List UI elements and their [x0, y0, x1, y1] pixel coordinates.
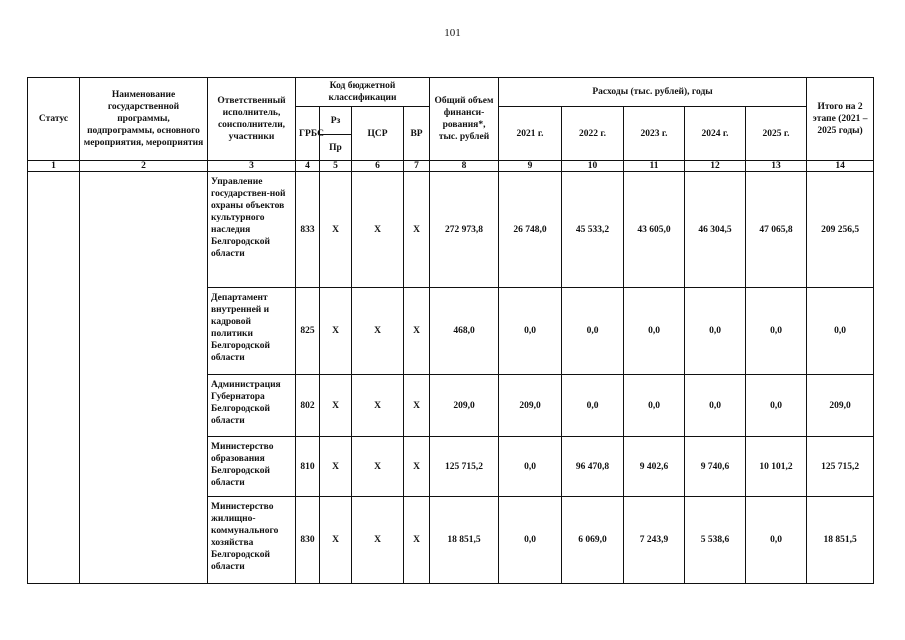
page-number: 101 — [444, 27, 461, 39]
budget-table — [27, 77, 874, 584]
year-2022-cell: 0,0 — [562, 375, 624, 437]
header-total-volume: Общий объем финанси-рования*, тыс. рублей — [430, 78, 499, 161]
grbs-cell: 802 — [296, 375, 320, 437]
year-2021-cell: 0,0 — [499, 288, 562, 375]
vr-cell: Х — [404, 497, 430, 584]
year-2023-cell: 0,0 — [624, 288, 685, 375]
stage-total-cell: 18 851,5 — [807, 497, 874, 584]
column-number: 9 — [499, 161, 562, 172]
year-2023-cell: 9 402,6 — [624, 437, 685, 497]
year-2024-cell: 0,0 — [685, 288, 746, 375]
column-number: 8 — [430, 161, 499, 172]
column-number: 4 — [296, 161, 320, 172]
column-number: 10 — [562, 161, 624, 172]
rzpr-cell: Х — [320, 288, 352, 375]
header-pr: Пр — [320, 135, 352, 161]
column-number: 7 — [404, 161, 430, 172]
year-2025-cell: 10 101,2 — [746, 437, 807, 497]
stage-total-cell: 209 256,5 — [807, 172, 874, 288]
executor-cell: Управление государствен-ной охраны объектов культурного наследия Белгородской области — [208, 172, 296, 288]
csr-cell: Х — [352, 497, 404, 584]
executor-cell: Министерство образования Белгородской области — [208, 437, 296, 497]
year-2025-cell: 47 065,8 — [746, 172, 807, 288]
header-budget-code: Код бюджетной классификации — [296, 78, 430, 107]
column-number: 5 — [320, 161, 352, 172]
header-year-2021: 2021 г. — [499, 107, 562, 161]
column-number: 2 — [80, 161, 208, 172]
year-2025-cell: 0,0 — [746, 497, 807, 584]
vr-cell: Х — [404, 375, 430, 437]
year-2024-cell: 9 740,6 — [685, 437, 746, 497]
csr-cell: Х — [352, 288, 404, 375]
year-2024-cell: 0,0 — [685, 375, 746, 437]
year-2022-cell: 96 470,8 — [562, 437, 624, 497]
grbs-cell: 830 — [296, 497, 320, 584]
column-number: 11 — [624, 161, 685, 172]
vr-cell: Х — [404, 172, 430, 288]
csr-cell: Х — [352, 375, 404, 437]
year-2025-cell: 0,0 — [746, 375, 807, 437]
stage-total-cell: 125 715,2 — [807, 437, 874, 497]
total-cell: 209,0 — [430, 375, 499, 437]
year-2021-cell: 26 748,0 — [499, 172, 562, 288]
stage-total-cell: 0,0 — [807, 288, 874, 375]
header-expenses: Расходы (тыс. рублей), годы — [499, 78, 807, 107]
total-cell: 272 973,8 — [430, 172, 499, 288]
header-status: Статус — [28, 78, 80, 161]
column-number-row — [28, 161, 874, 172]
header-year-2025: 2025 г. — [746, 107, 807, 161]
column-number: 13 — [746, 161, 807, 172]
year-2021-cell: 0,0 — [499, 437, 562, 497]
rzpr-cell: Х — [320, 172, 352, 288]
executor-cell: Администрация Губернатора Белгородской области — [208, 375, 296, 437]
year-2021-cell: 209,0 — [499, 375, 562, 437]
header-rz: Рз — [320, 107, 352, 135]
header-year-2022: 2022 г. — [562, 107, 624, 161]
year-2024-cell: 5 538,6 — [685, 497, 746, 584]
header-executor: Ответственный исполнитель, соисполнители, участники — [208, 78, 296, 161]
rzpr-cell: Х — [320, 437, 352, 497]
column-number: 12 — [685, 161, 746, 172]
executor-cell: Департамент внутренней и кадровой политики Белгородской области — [208, 288, 296, 375]
executor-cell: Министерство жилищно-коммунального хозяйства Белгородской области — [208, 497, 296, 584]
year-2023-cell: 43 605,0 — [624, 172, 685, 288]
grbs-cell: 825 — [296, 288, 320, 375]
table-row — [28, 172, 874, 288]
header-stage-total: Итого на 2 этапе (2021 – 2025 годы) — [807, 78, 874, 161]
header-year-2024: 2024 г. — [685, 107, 746, 161]
year-2021-cell: 0,0 — [499, 497, 562, 584]
rzpr-cell: Х — [320, 497, 352, 584]
grbs-cell: 833 — [296, 172, 320, 288]
column-number: 1 — [28, 161, 80, 172]
grbs-cell: 810 — [296, 437, 320, 497]
total-cell: 125 715,2 — [430, 437, 499, 497]
column-number: 6 — [352, 161, 404, 172]
total-cell: 468,0 — [430, 288, 499, 375]
header-year-2023: 2023 г. — [624, 107, 685, 161]
vr-cell: Х — [404, 437, 430, 497]
rzpr-cell: Х — [320, 375, 352, 437]
column-number: 14 — [807, 161, 874, 172]
year-2022-cell: 0,0 — [562, 288, 624, 375]
year-2024-cell: 46 304,5 — [685, 172, 746, 288]
header-name: Наименование государственной программы, подпрограммы, основного мероприятия, мероприятия — [80, 78, 208, 161]
year-2022-cell: 6 069,0 — [562, 497, 624, 584]
header-csr: ЦСР — [352, 107, 404, 161]
year-2023-cell: 7 243,9 — [624, 497, 685, 584]
csr-cell: Х — [352, 172, 404, 288]
year-2025-cell: 0,0 — [746, 288, 807, 375]
year-2022-cell: 45 533,2 — [562, 172, 624, 288]
vr-cell: Х — [404, 288, 430, 375]
header-grbs: ГРБС — [296, 107, 320, 161]
status-cell — [28, 172, 80, 584]
stage-total-cell: 209,0 — [807, 375, 874, 437]
year-2023-cell: 0,0 — [624, 375, 685, 437]
total-cell: 18 851,5 — [430, 497, 499, 584]
header-vr: ВР — [404, 107, 430, 161]
column-number: 3 — [208, 161, 296, 172]
name-cell — [80, 172, 208, 584]
csr-cell: Х — [352, 437, 404, 497]
